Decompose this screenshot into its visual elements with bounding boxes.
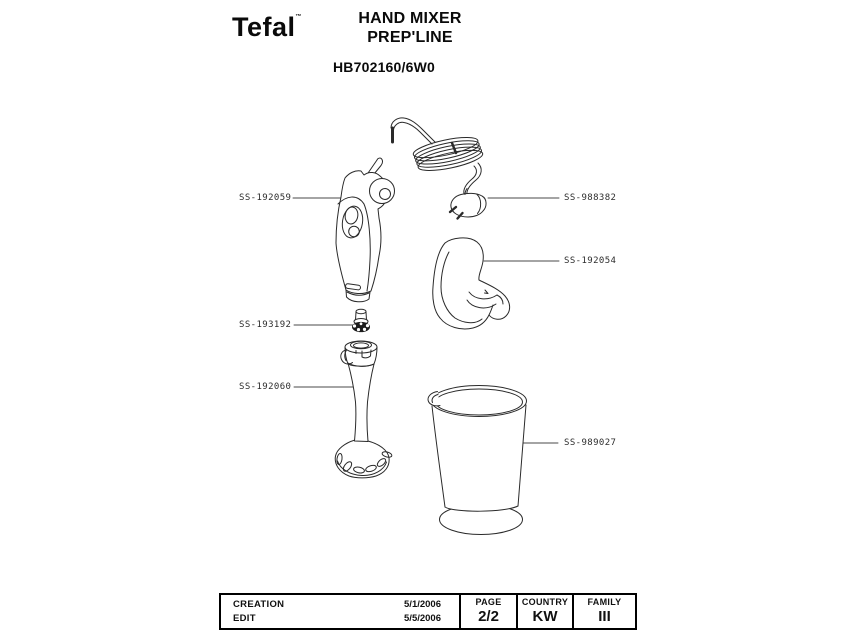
page-label: PAGE	[475, 597, 502, 607]
country-value: KW	[532, 608, 558, 625]
page-cell	[459, 595, 516, 628]
revision-table	[219, 593, 637, 630]
revision-dates-cell	[221, 595, 459, 628]
part-label-ss-192060: SS-192060	[239, 382, 292, 392]
part-label-ss-193192: SS-193192	[239, 320, 292, 330]
coupling-side	[366, 312, 367, 320]
blender-shaft-drawing	[335, 341, 392, 478]
creation-row	[221, 597, 459, 612]
beaker-wall-fill	[432, 402, 526, 511]
country-cell	[516, 595, 572, 628]
bracket-outline	[433, 238, 510, 329]
cord-coil	[415, 143, 483, 171]
cord-hook-outer	[391, 118, 435, 142]
gear-notch	[353, 324, 356, 327]
shaft-body	[348, 363, 374, 442]
wall-bracket-drawing	[433, 238, 510, 329]
cord-tail-outer	[467, 163, 481, 195]
family-cell	[572, 595, 635, 628]
family-value: III	[598, 608, 611, 625]
brand-text: Tefal	[232, 12, 296, 42]
title-line2: PREP'LINE	[367, 29, 453, 46]
cord-coil	[414, 140, 482, 168]
gear-notch	[363, 328, 366, 331]
country-label: COUNTRY	[521, 597, 569, 607]
family-label: FAMILY	[587, 597, 622, 607]
motor-unit-drawing	[336, 158, 395, 302]
gear-notch	[357, 328, 360, 331]
edit-date: 5/5/2006	[404, 613, 441, 625]
coupling-top	[356, 309, 366, 313]
edit-row	[221, 612, 459, 627]
creation-label: CREATION	[233, 598, 285, 610]
gear-notch	[366, 324, 369, 327]
part-label-ss-988382: SS-988382	[564, 193, 617, 203]
creation-date: 5/1/2006	[404, 598, 441, 610]
gear-notch	[360, 322, 363, 325]
part-label-ss-989027: SS-989027	[564, 438, 617, 448]
beaker-rim-outer	[432, 386, 527, 417]
page-value: 2/2	[478, 608, 499, 625]
model-number: HB702160/6W0	[332, 59, 435, 75]
part-label-ss-192059: SS-192059	[239, 193, 292, 203]
trademark-mark: ™	[295, 14, 302, 20]
title-line1: HAND MIXER	[358, 10, 462, 27]
beaker-drawing	[428, 386, 526, 535]
coupling-side	[356, 312, 357, 320]
edit-label: EDIT	[233, 613, 256, 625]
power-cord-drawing	[391, 118, 486, 219]
cord-coil	[417, 146, 485, 174]
cord-boss-outer	[370, 179, 395, 204]
part-label-ss-192054: SS-192054	[564, 256, 617, 266]
coupling-drawing	[353, 309, 370, 331]
